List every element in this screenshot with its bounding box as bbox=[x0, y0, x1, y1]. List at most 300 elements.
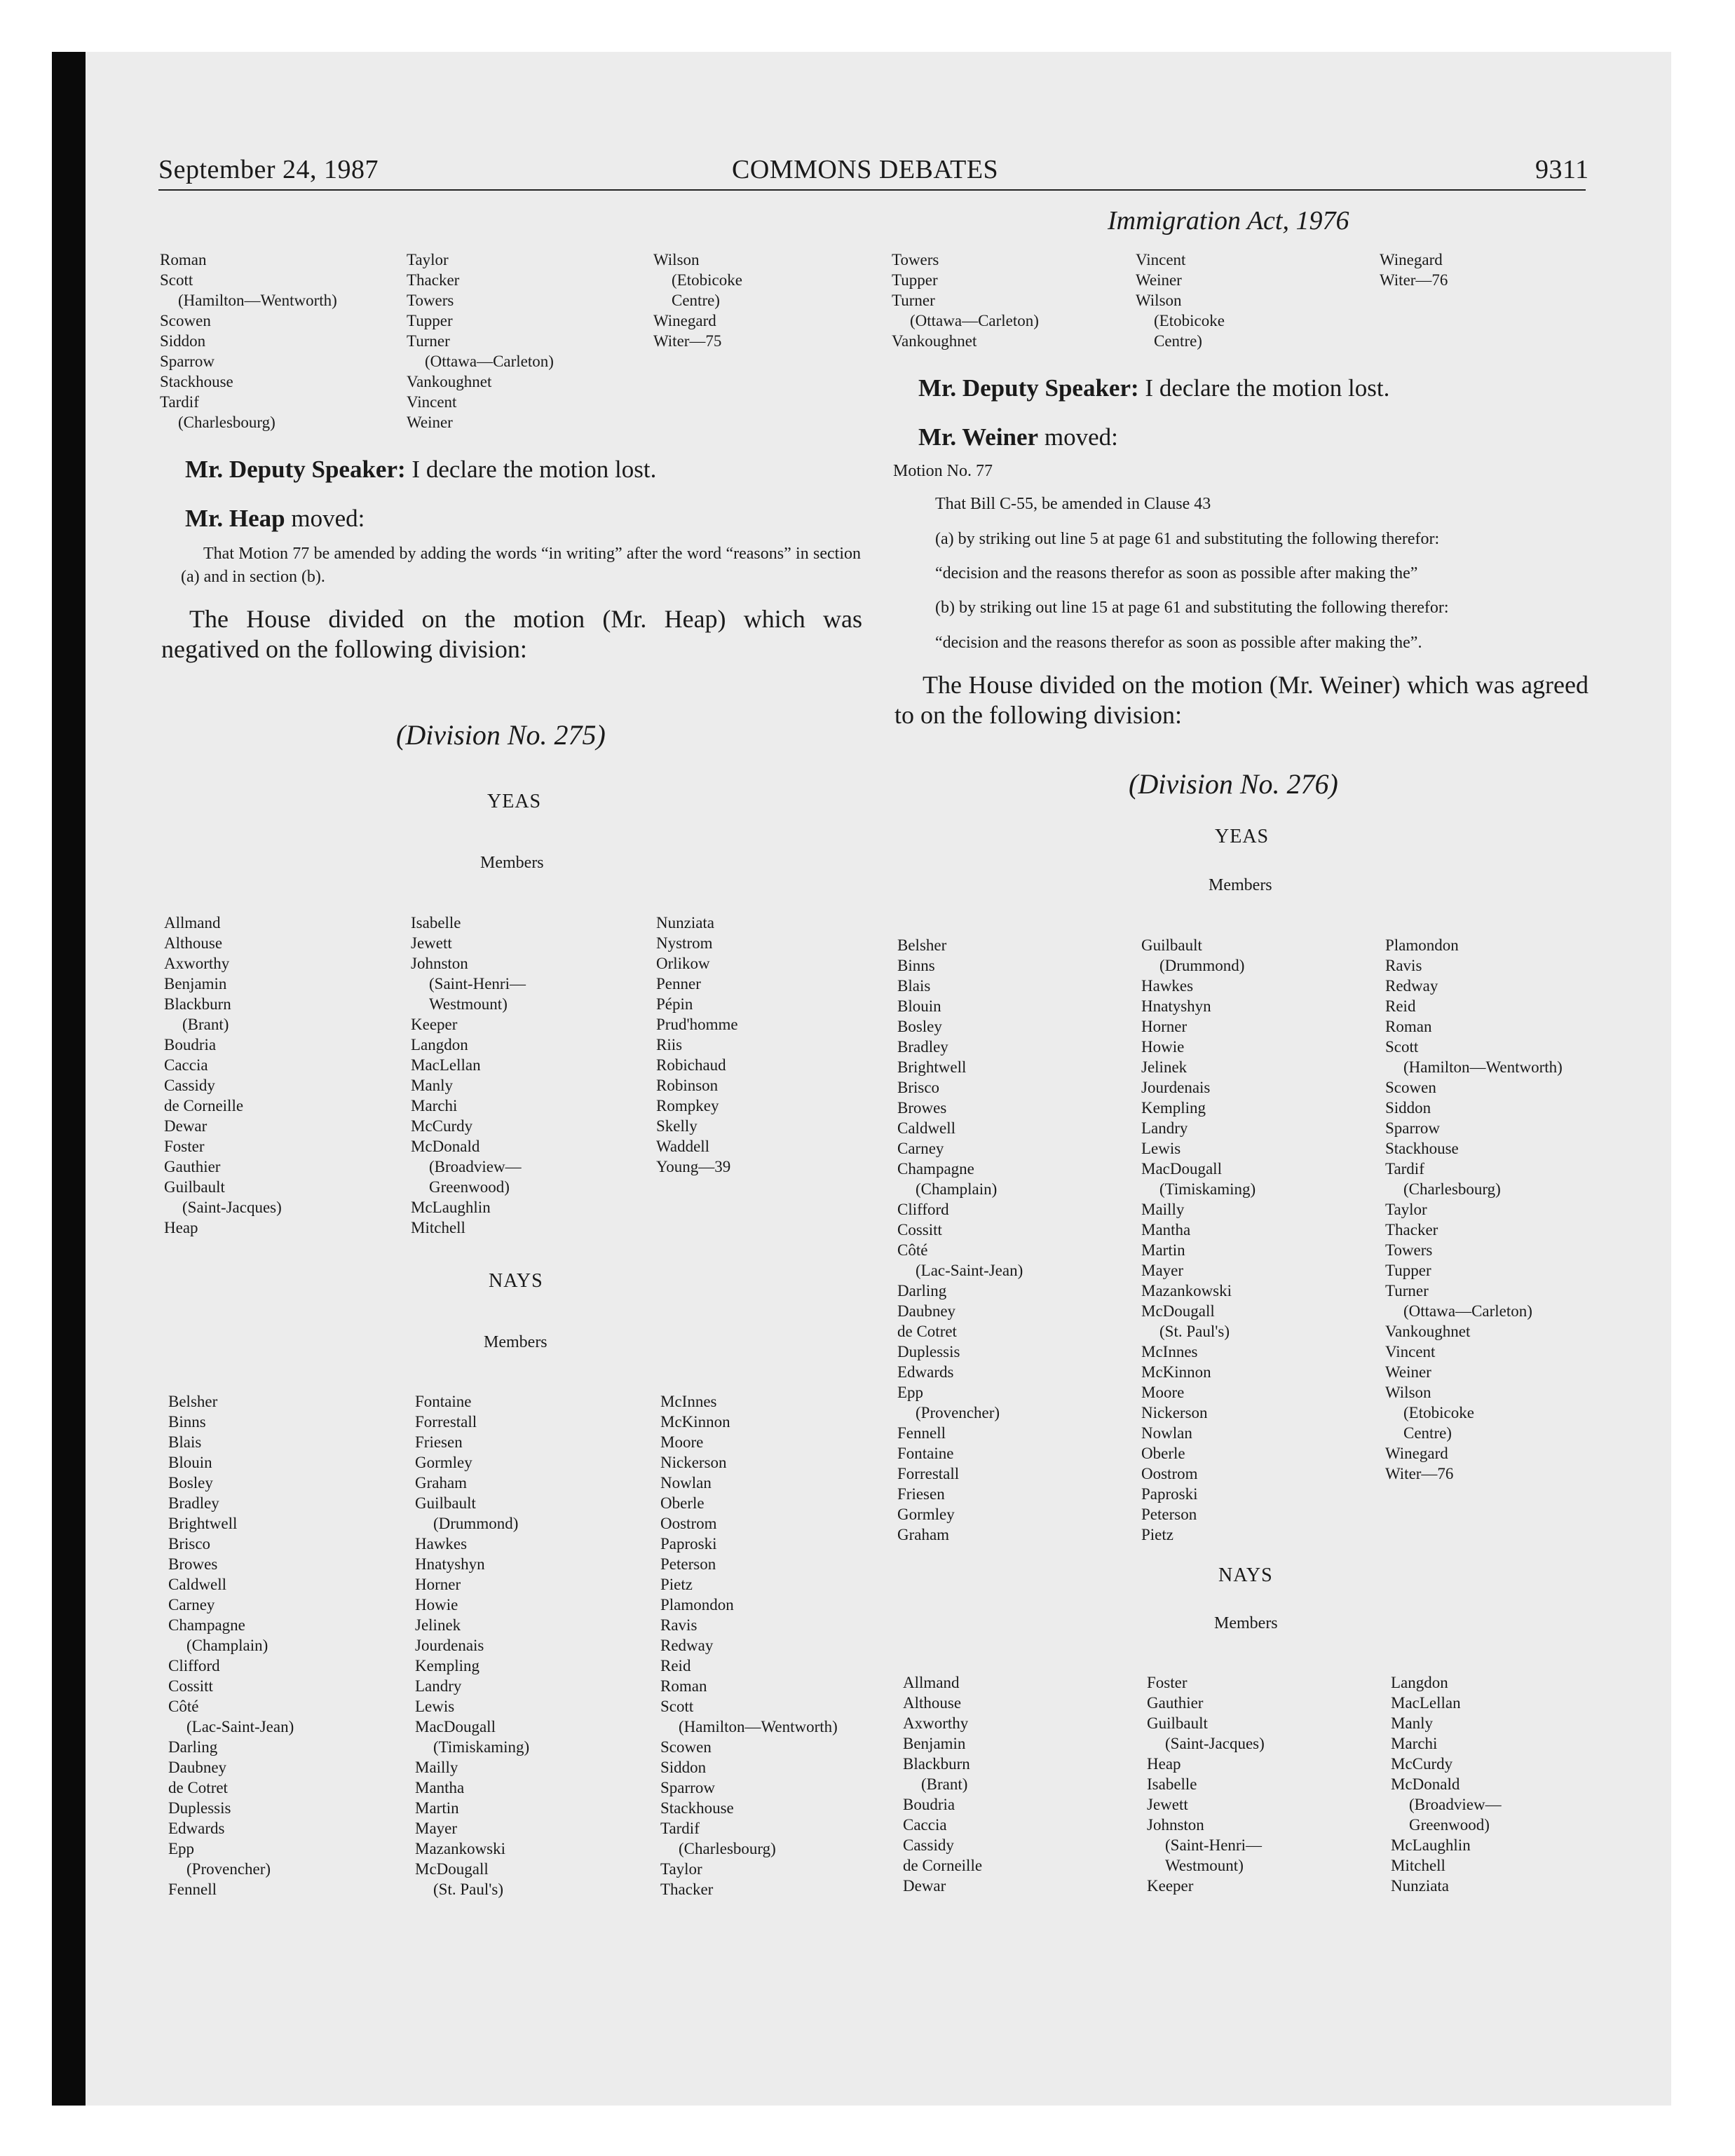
member-name: Weiner bbox=[407, 414, 453, 431]
member-name: Tupper bbox=[1385, 1262, 1431, 1279]
member-name: Hawkes bbox=[1141, 977, 1194, 995]
member-name: Nowlan bbox=[660, 1474, 712, 1492]
member-name: Weiner bbox=[1385, 1363, 1431, 1381]
member-name: Prud'homme bbox=[656, 1016, 738, 1033]
member-name: Althouse bbox=[164, 934, 223, 952]
member-name: Cossitt bbox=[897, 1221, 942, 1239]
member-name: (Drummond) bbox=[1159, 957, 1245, 974]
member-name: Mayer bbox=[1141, 1262, 1184, 1279]
member-name: Penner bbox=[656, 975, 701, 992]
member-name: Côté bbox=[897, 1241, 928, 1259]
member-name: Graham bbox=[897, 1526, 950, 1543]
member-name: Siddon bbox=[1385, 1099, 1431, 1117]
member-name: Redway bbox=[660, 1637, 714, 1654]
member-name: Vankoughnet bbox=[1385, 1323, 1471, 1340]
member-name: Clifford bbox=[168, 1657, 220, 1674]
member-name: Dewar bbox=[164, 1117, 207, 1135]
member-name: Landry bbox=[415, 1677, 462, 1695]
member-name: Axworthy bbox=[164, 955, 230, 972]
member-name: Binns bbox=[897, 957, 935, 974]
member-name: Daubney bbox=[897, 1302, 956, 1320]
member-name: (Hamilton—Wentworth) bbox=[178, 292, 337, 309]
member-name: (Etobicoke bbox=[672, 271, 742, 289]
member-name: Towers bbox=[892, 251, 939, 268]
member-name: Hnatyshyn bbox=[415, 1555, 485, 1573]
member-name: McInnes bbox=[660, 1393, 717, 1410]
member-name: (Hamilton—Wentworth) bbox=[679, 1718, 838, 1735]
member-name: Sparrow bbox=[160, 353, 215, 370]
member-name: (Charlesbourg) bbox=[1403, 1180, 1501, 1198]
member-name: Axworthy bbox=[903, 1714, 969, 1732]
scan-edge-bar bbox=[52, 52, 86, 2106]
member-name: Greenwood) bbox=[1409, 1816, 1490, 1834]
member-name: (Champlain) bbox=[916, 1180, 998, 1198]
member-name: Oostrom bbox=[1141, 1465, 1198, 1482]
member-name: Pietz bbox=[1141, 1526, 1173, 1543]
member-name: (Drummond) bbox=[433, 1515, 519, 1532]
member-name: (Ottawa—Carleton) bbox=[1403, 1302, 1532, 1320]
member-name: Gormley bbox=[897, 1506, 955, 1523]
member-name: Westmount) bbox=[1165, 1857, 1244, 1874]
member-name: Browes bbox=[168, 1555, 218, 1573]
member-name: (Saint-Jacques) bbox=[1165, 1735, 1265, 1752]
motion-number: Motion No. 77 bbox=[893, 462, 993, 480]
member-name: Carney bbox=[168, 1596, 215, 1613]
member-name: Nowlan bbox=[1141, 1424, 1192, 1442]
member-name: Gauthier bbox=[1147, 1694, 1204, 1712]
member-name: (St. Paul's) bbox=[433, 1881, 503, 1898]
member-name: Mitchell bbox=[1391, 1857, 1445, 1874]
member-name: MacDougall bbox=[1141, 1160, 1222, 1178]
member-name: Vankoughnet bbox=[407, 373, 492, 390]
member-name: Guilbault bbox=[415, 1494, 476, 1512]
member-name: Vincent bbox=[407, 393, 457, 411]
member-name: McDonald bbox=[1391, 1775, 1460, 1793]
member-name: Howie bbox=[1141, 1038, 1185, 1056]
member-name: Scowen bbox=[660, 1738, 712, 1756]
member-name: Moore bbox=[660, 1433, 704, 1451]
subsection-b: (b) by striking out line 15 at page 61 and substituting the following therefor: bbox=[935, 599, 1449, 617]
member-name: Fontaine bbox=[415, 1393, 472, 1410]
member-name: Caccia bbox=[164, 1056, 208, 1074]
member-name: Towers bbox=[407, 292, 454, 309]
member-name: Darling bbox=[168, 1738, 218, 1756]
member-name: Marchi bbox=[411, 1097, 458, 1114]
division-number: (Division No. 276) bbox=[1129, 768, 1338, 800]
member-list bbox=[1380, 250, 1448, 290]
member-name: Paproski bbox=[660, 1535, 717, 1553]
member-name: Towers bbox=[1385, 1241, 1433, 1259]
division-number: (Division No. 275) bbox=[396, 719, 606, 751]
member-name: Lewis bbox=[1141, 1140, 1181, 1157]
member-name: Caldwell bbox=[168, 1576, 227, 1593]
header-rule bbox=[158, 189, 1586, 191]
member-name: Thacker bbox=[1385, 1221, 1438, 1239]
member-name: Thacker bbox=[407, 271, 460, 289]
member-name: Orlikow bbox=[656, 955, 710, 972]
member-name: Guilbault bbox=[164, 1178, 225, 1196]
member-list bbox=[407, 250, 554, 432]
member-name: Pietz bbox=[660, 1576, 693, 1593]
member-name: Greenwood) bbox=[429, 1178, 510, 1196]
member-name: McKinnon bbox=[1141, 1363, 1211, 1381]
member-name: Mantha bbox=[1141, 1221, 1191, 1239]
member-list bbox=[1391, 1672, 1502, 1896]
member-name: Sparrow bbox=[1385, 1119, 1440, 1137]
member-name: Benjamin bbox=[903, 1735, 966, 1752]
member-name: Carney bbox=[897, 1140, 944, 1157]
member-name: Taylor bbox=[407, 251, 449, 268]
member-name: Heap bbox=[164, 1219, 198, 1236]
member-name: Allmand bbox=[903, 1674, 960, 1691]
member-name: McCurdy bbox=[411, 1117, 473, 1135]
member-name: McDougall bbox=[415, 1860, 489, 1878]
member-name: McCurdy bbox=[1391, 1755, 1453, 1773]
member-name: Ravis bbox=[1385, 957, 1422, 974]
member-name: Winegard bbox=[653, 312, 716, 329]
member-name: de Corneille bbox=[903, 1857, 983, 1874]
member-name: Daubney bbox=[168, 1759, 227, 1776]
member-name: Althouse bbox=[903, 1694, 962, 1712]
member-name: Jourdenais bbox=[1141, 1079, 1211, 1096]
member-name: Allmand bbox=[164, 914, 221, 932]
member-name: Martin bbox=[415, 1799, 459, 1817]
speaker-name: Mr. Deputy Speaker: bbox=[185, 456, 406, 483]
member-name: Edwards bbox=[897, 1363, 954, 1381]
member-name: Wilson bbox=[653, 251, 700, 268]
nays-heading: NAYS bbox=[489, 1270, 543, 1292]
amendment-text: That Motion 77 be amended by adding the words “in writing” after the word “reasons” in section (a) and in section (b). bbox=[181, 545, 861, 586]
member-name: Belsher bbox=[897, 936, 947, 954]
member-name: Weiner bbox=[1136, 271, 1182, 289]
member-name: Jelinek bbox=[1141, 1058, 1188, 1076]
member-name: Bosley bbox=[168, 1474, 213, 1492]
member-name: Sparrow bbox=[660, 1779, 715, 1796]
member-name: (Charlesbourg) bbox=[178, 414, 275, 431]
member-name: Guilbault bbox=[1147, 1714, 1208, 1732]
member-name: (Brant) bbox=[921, 1775, 968, 1793]
member-name: Binns bbox=[168, 1413, 206, 1431]
speaker-name: Mr. Deputy Speaker: bbox=[918, 374, 1139, 402]
member-name: Reid bbox=[660, 1657, 691, 1674]
member-name: Mayer bbox=[415, 1820, 458, 1837]
nays-heading: NAYS bbox=[1218, 1564, 1273, 1586]
member-name: Kempling bbox=[1141, 1099, 1206, 1117]
member-name: Mitchell bbox=[411, 1219, 465, 1236]
header-page-number: 9311 bbox=[1535, 155, 1589, 184]
moved-text: moved: bbox=[1038, 423, 1118, 451]
member-name: Duplessis bbox=[897, 1343, 960, 1360]
member-list bbox=[892, 250, 1039, 351]
member-name: Riis bbox=[656, 1036, 683, 1053]
member-name: (Charlesbourg) bbox=[679, 1840, 776, 1857]
member-name: (Broadview— bbox=[1409, 1796, 1502, 1813]
member-name: Peterson bbox=[1141, 1506, 1197, 1523]
member-name: Howie bbox=[415, 1596, 458, 1613]
member-name: Forrestall bbox=[897, 1465, 960, 1482]
member-name: Scowen bbox=[1385, 1079, 1436, 1096]
subsection-b-quote: “decision and the reasons therefor as soon as possible after making the”. bbox=[935, 634, 1422, 652]
member-name: Plamondon bbox=[1385, 936, 1459, 954]
member-list bbox=[1136, 250, 1225, 351]
member-name: Caccia bbox=[903, 1816, 947, 1834]
member-name: Jewett bbox=[1147, 1796, 1188, 1813]
member-list bbox=[411, 913, 526, 1238]
member-name: Langdon bbox=[1391, 1674, 1448, 1691]
member-name: Cassidy bbox=[164, 1077, 215, 1094]
member-name: Redway bbox=[1385, 977, 1438, 995]
member-name: Browes bbox=[897, 1099, 947, 1117]
member-name: Hawkes bbox=[415, 1535, 468, 1553]
member-list bbox=[653, 250, 742, 351]
member-name: Nickerson bbox=[1141, 1404, 1208, 1421]
member-name: Tupper bbox=[892, 271, 938, 289]
member-name: Scowen bbox=[160, 312, 211, 329]
member-name: Heap bbox=[1147, 1755, 1181, 1773]
member-name: de Corneille bbox=[164, 1097, 244, 1114]
member-name: Paproski bbox=[1141, 1485, 1198, 1503]
header-title: COMMONS DEBATES bbox=[732, 155, 999, 184]
speaker-text: I declare the motion lost. bbox=[405, 456, 657, 483]
member-name: (Champlain) bbox=[186, 1637, 268, 1654]
member-name: Boudria bbox=[903, 1796, 955, 1813]
member-name: Blais bbox=[897, 977, 931, 995]
member-list bbox=[1385, 935, 1563, 1484]
member-name: Fontaine bbox=[897, 1445, 954, 1462]
member-name: (Hamilton—Wentworth) bbox=[1403, 1058, 1563, 1076]
member-name: Turner bbox=[407, 332, 450, 350]
member-name: Plamondon bbox=[660, 1596, 734, 1613]
member-name: Blouin bbox=[168, 1454, 212, 1471]
member-name: Blais bbox=[168, 1433, 202, 1451]
member-name: Tardif bbox=[660, 1820, 700, 1837]
speaker-text: I declare the motion lost. bbox=[1138, 374, 1390, 402]
member-name: Young—39 bbox=[656, 1158, 731, 1175]
member-name: Darling bbox=[897, 1282, 947, 1299]
member-name: MacLellan bbox=[1391, 1694, 1461, 1712]
member-name: Côté bbox=[168, 1698, 199, 1715]
members-heading: Members bbox=[1209, 876, 1272, 894]
member-name: Blouin bbox=[897, 997, 941, 1015]
member-name: (Timiskaming) bbox=[1159, 1180, 1256, 1198]
member-name: Belsher bbox=[168, 1393, 218, 1410]
member-name: Winegard bbox=[1385, 1445, 1448, 1462]
member-name: Bradley bbox=[168, 1494, 219, 1512]
member-name: Guilbault bbox=[1141, 936, 1202, 954]
members-heading: Members bbox=[484, 1333, 547, 1351]
member-name: de Cotret bbox=[168, 1779, 228, 1796]
member-name: (Brant) bbox=[182, 1016, 229, 1033]
member-list bbox=[660, 1391, 838, 1899]
member-name: Scott bbox=[660, 1698, 694, 1715]
member-name: (Lac-Saint-Jean) bbox=[916, 1262, 1023, 1279]
member-name: Tupper bbox=[407, 312, 453, 329]
member-name: Witer—76 bbox=[1385, 1465, 1454, 1482]
member-name: Vincent bbox=[1385, 1343, 1436, 1360]
member-list bbox=[1141, 935, 1256, 1545]
member-name: Wilson bbox=[1385, 1384, 1431, 1401]
member-name: Waddell bbox=[656, 1138, 710, 1155]
member-name: Winegard bbox=[1380, 251, 1443, 268]
member-name: MacLellan bbox=[411, 1056, 481, 1074]
member-name: Caldwell bbox=[897, 1119, 956, 1137]
yeas-heading: YEAS bbox=[1215, 826, 1270, 847]
member-name: Manly bbox=[1391, 1714, 1434, 1732]
member-name: Forrestall bbox=[415, 1413, 477, 1431]
member-name: Friesen bbox=[897, 1485, 945, 1503]
member-name: Brightwell bbox=[168, 1515, 238, 1532]
division-intro: The House divided on the motion (Mr. Weiner) which was agreed to on the following division: bbox=[894, 671, 1588, 729]
member-name: Scott bbox=[160, 271, 193, 289]
member-name: Isabelle bbox=[411, 914, 461, 932]
member-name: Kempling bbox=[415, 1657, 479, 1674]
members-heading: Members bbox=[480, 854, 544, 872]
member-name: Wilson bbox=[1136, 292, 1182, 309]
member-name: Blackburn bbox=[903, 1755, 970, 1773]
member-name: Jelinek bbox=[415, 1616, 461, 1634]
member-list bbox=[415, 1391, 529, 1899]
member-name: Robinson bbox=[656, 1077, 719, 1094]
member-name: Centre) bbox=[1403, 1424, 1452, 1442]
member-name: Foster bbox=[164, 1138, 205, 1155]
member-name: Robichaud bbox=[656, 1056, 726, 1074]
members-heading: Members bbox=[1214, 1614, 1278, 1632]
member-name: Vankoughnet bbox=[892, 332, 977, 350]
member-name: Stackhouse bbox=[160, 373, 233, 390]
member-name: (Ottawa—Carleton) bbox=[425, 353, 554, 370]
member-name: Champagne bbox=[897, 1160, 974, 1178]
member-name: Mazankowski bbox=[1141, 1282, 1232, 1299]
member-name: Edwards bbox=[168, 1820, 225, 1837]
member-name: Reid bbox=[1385, 997, 1416, 1015]
member-name: Taylor bbox=[1385, 1201, 1427, 1218]
member-name: Hnatyshyn bbox=[1141, 997, 1211, 1015]
member-name: Benjamin bbox=[164, 975, 227, 992]
member-name: Epp bbox=[897, 1384, 924, 1401]
member-name: (Timiskaming) bbox=[433, 1738, 530, 1756]
member-name: Friesen bbox=[415, 1433, 463, 1451]
member-name: Oberle bbox=[660, 1494, 705, 1512]
member-name: Landry bbox=[1141, 1119, 1188, 1137]
member-name: Turner bbox=[892, 292, 935, 309]
member-name: Keeper bbox=[1147, 1877, 1194, 1895]
member-name: (Lac-Saint-Jean) bbox=[186, 1718, 294, 1735]
running-head: Immigration Act, 1976 bbox=[1108, 206, 1349, 236]
deputy-speaker-ruling bbox=[918, 374, 1389, 402]
member-name: Bosley bbox=[897, 1018, 942, 1035]
member-name: Stackhouse bbox=[660, 1799, 734, 1817]
member-name: Johnston bbox=[411, 955, 468, 972]
member-name: Nickerson bbox=[660, 1454, 727, 1471]
header-date: September 24, 1987 bbox=[158, 155, 379, 184]
member-name: Brightwell bbox=[897, 1058, 967, 1076]
bill-clause-text: That Bill C-55, be amended in Clause 43 bbox=[935, 495, 1211, 513]
member-name: Brisco bbox=[897, 1079, 940, 1096]
member-name: Jewett bbox=[411, 934, 452, 952]
deputy-speaker-ruling bbox=[185, 456, 656, 484]
member-name: Fennell bbox=[168, 1881, 217, 1898]
member-name: (Provencher) bbox=[916, 1404, 1000, 1421]
member-name: Duplessis bbox=[168, 1799, 231, 1817]
mover-name: Mr. Weiner bbox=[918, 423, 1039, 451]
member-name: Siddon bbox=[160, 332, 206, 350]
member-name: Nystrom bbox=[656, 934, 713, 952]
member-name: Brisco bbox=[168, 1535, 211, 1553]
member-list bbox=[656, 913, 738, 1177]
member-name: Nunziata bbox=[1391, 1877, 1450, 1895]
member-name: Pépin bbox=[656, 995, 693, 1013]
moved-line bbox=[185, 505, 365, 533]
member-name: Skelly bbox=[656, 1117, 698, 1135]
member-name: Tardif bbox=[1385, 1160, 1424, 1178]
member-name: Martin bbox=[1141, 1241, 1185, 1259]
member-name: Langdon bbox=[411, 1036, 468, 1053]
member-name: (Saint-Jacques) bbox=[182, 1199, 282, 1216]
member-list bbox=[1147, 1672, 1265, 1896]
member-name: Isabelle bbox=[1147, 1775, 1197, 1793]
member-name: Horner bbox=[415, 1576, 461, 1593]
member-list bbox=[160, 250, 337, 432]
member-name: Rompkey bbox=[656, 1097, 719, 1114]
member-name: Peterson bbox=[660, 1555, 716, 1573]
member-name: Vincent bbox=[1136, 251, 1186, 268]
member-name: Moore bbox=[1141, 1384, 1185, 1401]
member-name: Oberle bbox=[1141, 1445, 1185, 1462]
member-name: Roman bbox=[660, 1677, 707, 1695]
member-name: Tardif bbox=[160, 393, 199, 411]
member-name: Champagne bbox=[168, 1616, 245, 1634]
member-name: Witer—75 bbox=[653, 332, 722, 350]
member-name: Scott bbox=[1385, 1038, 1419, 1056]
member-name: Centre) bbox=[1154, 332, 1202, 350]
member-list bbox=[903, 1672, 982, 1896]
member-name: Thacker bbox=[660, 1881, 714, 1898]
member-name: Ravis bbox=[660, 1616, 698, 1634]
member-name: McDougall bbox=[1141, 1302, 1215, 1320]
member-name: McLaughlin bbox=[1391, 1836, 1471, 1854]
member-name: Westmount) bbox=[429, 995, 508, 1013]
member-name: Fennell bbox=[897, 1424, 946, 1442]
member-name: (Etobicoke bbox=[1403, 1404, 1474, 1421]
member-name: MacDougall bbox=[415, 1718, 496, 1735]
member-name: Lewis bbox=[415, 1698, 455, 1715]
member-list bbox=[168, 1391, 294, 1899]
member-name: McLaughlin bbox=[411, 1199, 491, 1216]
subsection-a-quote: “decision and the reasons therefor as soon as possible after making the” bbox=[935, 564, 1418, 582]
division-intro: The House divided on the motion (Mr. Heap) which was negatived on the following division: bbox=[161, 605, 862, 663]
member-name: Centre) bbox=[672, 292, 720, 309]
member-name: Clifford bbox=[897, 1201, 949, 1218]
member-name: Stackhouse bbox=[1385, 1140, 1459, 1157]
member-list bbox=[897, 935, 1023, 1545]
member-name: Epp bbox=[168, 1840, 195, 1857]
member-name: Johnston bbox=[1147, 1816, 1204, 1834]
member-name: Manly bbox=[411, 1077, 454, 1094]
moved-text: moved: bbox=[285, 505, 365, 532]
member-name: Boudria bbox=[164, 1036, 217, 1053]
member-name: Nunziata bbox=[656, 914, 715, 932]
member-name: (Etobicoke bbox=[1154, 312, 1225, 329]
member-name: Graham bbox=[415, 1474, 468, 1492]
member-name: de Cotret bbox=[897, 1323, 957, 1340]
member-name: Bradley bbox=[897, 1038, 948, 1056]
member-name: Foster bbox=[1147, 1674, 1188, 1691]
member-name: (Saint-Henri— bbox=[1165, 1836, 1262, 1854]
member-name: Oostrom bbox=[660, 1515, 717, 1532]
member-name: Taylor bbox=[660, 1860, 702, 1878]
member-name: (Saint-Henri— bbox=[429, 975, 526, 992]
member-name: (Broadview— bbox=[429, 1158, 522, 1175]
